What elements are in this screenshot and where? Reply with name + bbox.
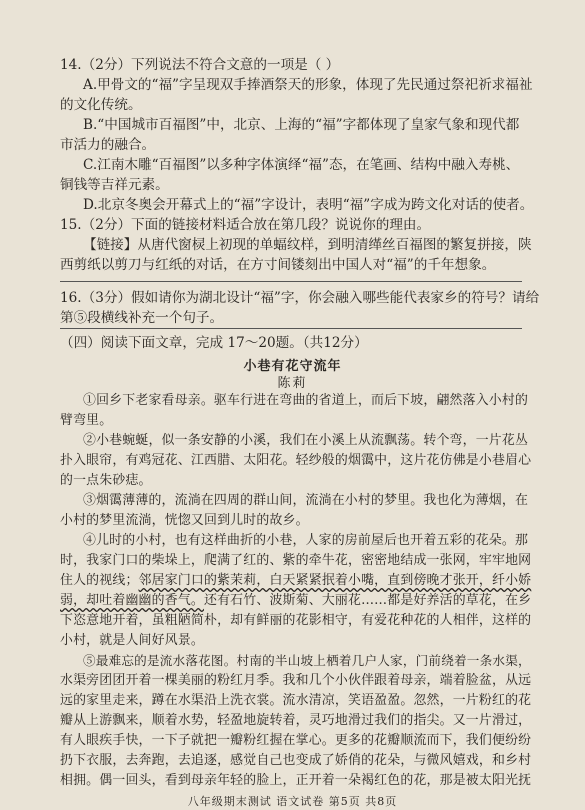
p4-line4	[60, 593, 531, 609]
page-footer: 八年级期末测试 语文试卷 第5页 共8页	[187, 795, 398, 808]
p4-line3	[60, 573, 531, 589]
p5-line7: 相拥。偶一回头，看到母亲年轻的脸上，正开着一朵褐红色的花，那是被太阳光抚	[60, 773, 532, 788]
q14-stem: 14.（2分）下列说法不符合文意的一项是（ ）	[60, 57, 340, 73]
p5-line2: 水渠旁团团开着一棵美丽的粉红月季。我和几个小伙伴跟着母亲，端着脸盆，从远	[60, 673, 532, 688]
p1-line2: 臂弯里。	[60, 413, 113, 428]
p2-line1: ②小巷蜿蜒，似一条安静的小溪，我们在小溪上从流飘荡。转个弯，一片花丛	[83, 433, 529, 448]
p4-line3-plain: 住人的视线；	[60, 573, 139, 588]
p4-line4-underlined: 弱，却吐着幽幽的香气。	[60, 593, 204, 608]
p4-line5: 下恣意地开着，虽粗陋简朴，却有鲜丽的花影相守，有爱花种花的人相伴，这样的	[60, 613, 532, 628]
p5-line3: 远的家里走来，蹲在水渠沿上洗衣裳。流水清凉，笑语盈盈。忽然，一片粉红的花	[60, 693, 532, 708]
q14-option-b-line2: 市活力的融合。	[60, 137, 156, 153]
p2-line3: 的一点朱砂痣。	[60, 473, 152, 488]
q14-option-c-line2: 铜钱等吉祥元素。	[60, 177, 169, 193]
p2-line2: 扑入眼帘，有鸡冠花、江西腊、太阳花。轻纱般的烟霭中，这片花仿佛是小巷眉心	[60, 453, 532, 468]
p1-line1: ①回乡下老家看母亲。驱车行进在弯曲的省道上，而后下坡，翩然落入小村的	[83, 393, 529, 408]
p5-line5: 有人眼疾手快，一下子就把一瓣粉红握在掌心。更多的花瓣顺流而下，我们便纷纷	[60, 733, 532, 748]
q15-link-line2: 西剪纸以剪刀与红纸的对话，在方寸间镂刻出中国人对“福”的千年想象。	[60, 257, 496, 273]
article-author: 陈莉	[277, 376, 308, 391]
p3-line1: ③烟霭薄薄的，流淌在四周的群山间，流淌在小村的梦里。我也化为薄烟，在	[83, 493, 529, 508]
q16-answer-line[interactable]	[60, 328, 522, 329]
p4-line1: ④儿时的小村，也有这样曲折的小巷，人家的房前屋后也开着五彩的花朵。那	[83, 533, 529, 548]
p5-line1: ⑤最难忘的是流水落花图。村南的半山坡上栖着几户人家，门前绕着一条水渠，	[83, 653, 531, 668]
article-title: 小巷有花守流年	[243, 359, 342, 374]
q14-option-b-line1: B.“中国城市百福图”中，北京、上海的“福”字都体现了皇家气象和现代都	[83, 117, 520, 133]
q15-link-line1: 【链接】从唐代窗棂上初现的单蝠纹样，到明清缂丝百福图的繁复拼接，陕	[83, 237, 532, 253]
q14-option-a-line2: 的文化传统。	[60, 97, 142, 113]
q14-option-d: D.北京冬奥会开幕式上的“福”字设计，表明“福”字成为跨文化对话的使者。	[83, 197, 534, 213]
p4-line4-plain: 还有石竹、波斯菊、大丽花……都是好养活的草花，在乡	[204, 593, 532, 608]
p5-line6: 扔下衣服，去奔跑，去追逐，感觉自己也变成了娇俏的花朵，与微风嬉戏，和乡村	[60, 753, 532, 768]
q16-stem-line1: 16.（3分）假如请你为湖北设计“福”字，你会融入哪些能代表家乡的符号？请给	[60, 290, 540, 306]
q14-option-c-line1: C.江南木雕“百福图”以多种字体演绎“福”态，在笔画、结构中融入寿桃、	[83, 157, 520, 173]
q16-stem-line2: 第⑤段横线补充一个句子。	[60, 310, 224, 326]
p3-line2: 小村的梦里流淌，恍惚又回到儿时的故乡。	[60, 513, 309, 528]
p4-line2: 时，我家门口的柴垛上，爬满了红的、紫的牵牛花，密密地结成一张网，牢牢地网	[60, 553, 532, 568]
q14-option-a-line1: A.甲骨文的“福”字呈现双手捧酒祭天的形象，体现了先民通过祭祀祈求福祉	[83, 77, 533, 93]
section4-intro: （四）阅读下面文章，完成 17～20题。（共12分）	[60, 335, 368, 351]
p5-line4: 瓣从上游飘来，顺着水势，轻盈地旋转着，灵巧地滑过我们的指尖。又一片滑过，	[60, 713, 532, 728]
q15-answer-line[interactable]	[60, 281, 522, 282]
p4-line3-underlined: 邻居家门口的紫茉莉，白天紧紧抿着小嘴，直到傍晚才张开，纤小娇	[138, 573, 532, 588]
p4-line6: 小村，就是人间好风景。	[60, 633, 204, 648]
q15-stem: 15.（2分）下面的链接材料适合放在第几段？说说你的理由。	[60, 217, 431, 233]
